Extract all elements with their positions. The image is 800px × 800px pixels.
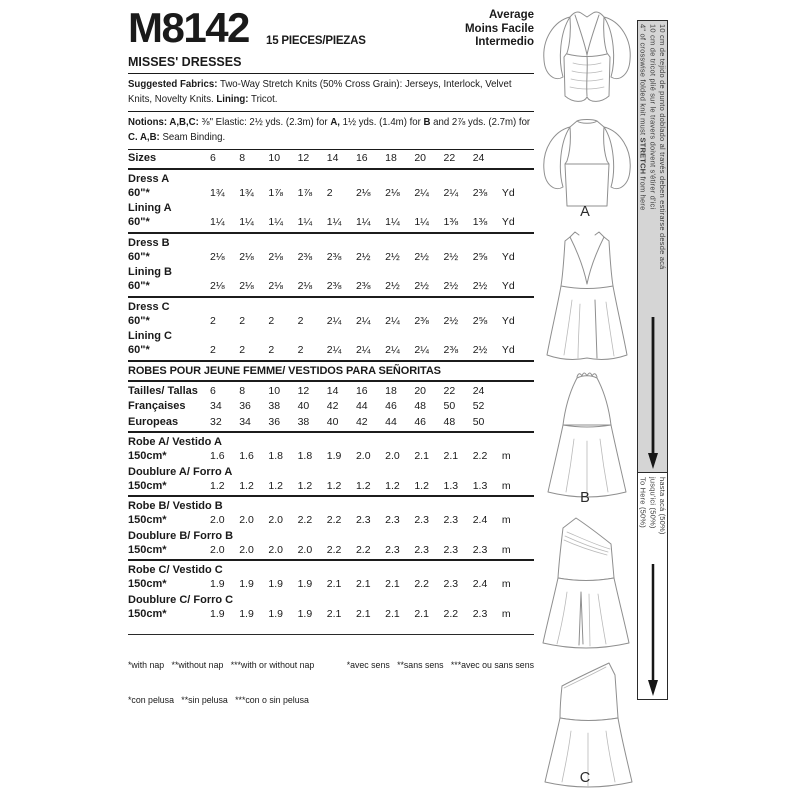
row-label: 60"* bbox=[128, 216, 150, 228]
stretch-gauge-top-text bbox=[638, 24, 667, 269]
dress-c-label: C bbox=[579, 770, 591, 786]
table-cell: 2.2 bbox=[326, 543, 342, 556]
table-cell: 2⅜ bbox=[297, 250, 313, 263]
table-cell: 2.1 bbox=[414, 607, 429, 620]
row-label: 150cm* bbox=[128, 607, 167, 620]
table-cell: 2.3 bbox=[414, 543, 429, 556]
table-cell: 2.0 bbox=[210, 543, 225, 556]
table-cell: 2.1 bbox=[326, 607, 342, 620]
table-cell: 2.0 bbox=[385, 450, 400, 462]
down-arrow-icon bbox=[647, 269, 659, 472]
row-label: 60"* bbox=[128, 314, 150, 327]
table-cell: 2.2 bbox=[443, 607, 459, 620]
suggested-fabrics-text bbox=[128, 77, 534, 107]
row-label: 60"* bbox=[128, 280, 150, 292]
unit-cell: m bbox=[501, 514, 511, 526]
table-cell: 1.9 bbox=[297, 607, 313, 620]
row-label: Doublure C/ Forro C bbox=[128, 593, 234, 606]
row-label: Robe C/ Vestido C bbox=[128, 564, 223, 576]
table-cell: 42 bbox=[326, 400, 339, 412]
text-segment: 10 cm de tricot plié sur le travers doivent s'étirer d'ici bbox=[648, 24, 658, 210]
unit-cell: m bbox=[501, 607, 511, 620]
table-cell: 2⅜ bbox=[326, 250, 342, 263]
table-cell: 2¼ bbox=[355, 314, 371, 327]
table-cell: 2½ bbox=[414, 250, 429, 263]
table-row bbox=[128, 449, 534, 465]
table-cell: 2.0 bbox=[268, 514, 283, 526]
table-cell: 2 bbox=[326, 186, 333, 199]
stretch-gauge-bottom-text bbox=[638, 477, 667, 535]
table-cell: 2.2 bbox=[414, 578, 429, 590]
table-cell: 1.9 bbox=[268, 607, 283, 620]
footnotes-right bbox=[347, 637, 534, 729]
table-cell: 1¼ bbox=[385, 216, 400, 228]
table-cell: 1.6 bbox=[210, 450, 225, 462]
table-cell: 1.8 bbox=[268, 450, 283, 462]
footnote-nap-en: *with nap **without nap ***with or without nap bbox=[128, 660, 315, 670]
table-cell: 1¼ bbox=[210, 216, 225, 228]
text-segment: Lining: bbox=[216, 93, 249, 105]
table-row bbox=[128, 607, 534, 623]
table-cell: 2.2 bbox=[472, 450, 488, 462]
unit-cell: Yd bbox=[501, 186, 515, 199]
table-cell: 2 bbox=[297, 344, 304, 356]
table-row bbox=[128, 577, 534, 593]
table-row bbox=[128, 399, 534, 415]
row-label: Robe A/ Vestido A bbox=[128, 436, 222, 448]
table-row bbox=[128, 343, 534, 362]
table-cell: 1.2 bbox=[239, 479, 254, 492]
table-cell: 2½ bbox=[472, 344, 488, 356]
table-cell: 2 bbox=[210, 344, 216, 356]
table-cell: 2⅛ bbox=[355, 186, 371, 199]
table-cell: 1¼ bbox=[268, 216, 283, 228]
gauge-tohere-es: hasta acá (50%) bbox=[657, 477, 667, 535]
table-cell: 52 bbox=[472, 400, 485, 412]
table-cell: 2.3 bbox=[414, 514, 429, 526]
table-cell: 2¼ bbox=[326, 314, 342, 327]
table-cell: 1.2 bbox=[385, 479, 400, 492]
row-label: 150cm* bbox=[128, 514, 167, 526]
text-segment: A, bbox=[330, 116, 340, 128]
table-row bbox=[128, 314, 534, 330]
row-label: Dress A bbox=[128, 172, 170, 185]
text-segment: and 2⅞ yds. (2.7m) for bbox=[430, 116, 531, 128]
table-cell: 2.3 bbox=[443, 578, 459, 590]
table-cell: 2.1 bbox=[443, 450, 459, 462]
table-cell: 20 bbox=[414, 152, 426, 164]
text-segment: Suggested Fabrics: bbox=[128, 78, 218, 90]
gauge-text-es bbox=[657, 24, 667, 269]
table-cell: 2⅜ bbox=[326, 280, 342, 292]
table-cell: 2.4 bbox=[472, 514, 488, 526]
table-cell: 1.2 bbox=[355, 479, 371, 492]
table-cell: 44 bbox=[355, 400, 368, 412]
table-cell: 12 bbox=[297, 152, 310, 164]
table-cell: 12 bbox=[297, 384, 310, 397]
table-cell: 2½ bbox=[385, 280, 400, 292]
table-cell: 16 bbox=[355, 152, 368, 164]
table-cell: 2.2 bbox=[297, 514, 313, 526]
row-label: Doublure A/ Forro A bbox=[128, 465, 233, 478]
table-cell: 22 bbox=[443, 152, 456, 164]
table-cell: 1.3 bbox=[472, 479, 488, 492]
row-label: Doublure B/ Forro B bbox=[128, 529, 234, 542]
table-cell: 2⅛ bbox=[210, 280, 225, 292]
table-cell: 1.9 bbox=[210, 607, 225, 620]
table-cell: 1¼ bbox=[414, 216, 429, 228]
table-cell: 2.2 bbox=[326, 514, 342, 526]
table-cell: 1⅜ bbox=[443, 216, 459, 228]
table-row bbox=[128, 499, 534, 513]
row-label: Lining A bbox=[128, 202, 172, 214]
table-cell: 1.2 bbox=[210, 479, 225, 492]
row-label: Dress B bbox=[128, 236, 170, 249]
table-cell: 48 bbox=[443, 415, 456, 428]
table-cell: 2.3 bbox=[355, 514, 371, 526]
table-cell: 50 bbox=[443, 400, 456, 412]
table-cell: 20 bbox=[414, 384, 426, 397]
table-cell: 2¼ bbox=[385, 344, 400, 356]
table-cell: 2.3 bbox=[385, 543, 400, 556]
row-label: Lining B bbox=[128, 266, 172, 278]
table-cell: 2 bbox=[239, 344, 246, 356]
table-cell: 24 bbox=[472, 152, 485, 164]
table-cell: 14 bbox=[326, 152, 339, 164]
text-segment: C. A,B: bbox=[128, 131, 160, 143]
table-cell: 2½ bbox=[443, 280, 459, 292]
table-cell: 2 bbox=[239, 314, 246, 327]
table-cell: 6 bbox=[210, 152, 216, 164]
table-cell: 2½ bbox=[443, 250, 459, 263]
table-row bbox=[128, 329, 534, 343]
table-cell: 2.2 bbox=[355, 543, 371, 556]
table-cell: 1⅞ bbox=[268, 186, 283, 199]
table-cell: 2½ bbox=[414, 280, 429, 292]
table-cell: 2 bbox=[297, 314, 304, 327]
table-cell: 1¼ bbox=[297, 216, 313, 228]
table-cell: 1.8 bbox=[297, 450, 313, 462]
table-cell: 1.9 bbox=[326, 450, 342, 462]
unit-cell: m bbox=[501, 450, 511, 462]
table-cell: 18 bbox=[385, 152, 397, 164]
text-segment: ⅜" Elastic: 2½ yds. (2.3m) for bbox=[198, 116, 331, 128]
table-row bbox=[128, 215, 534, 234]
table-cell: 2.1 bbox=[385, 578, 400, 590]
table-cell: 2½ bbox=[443, 314, 459, 327]
table-row bbox=[128, 186, 534, 202]
table-cell: 44 bbox=[385, 415, 397, 428]
table-cell: 1.2 bbox=[414, 479, 429, 492]
table-cell: 2¼ bbox=[443, 186, 459, 199]
down-arrow-icon bbox=[647, 535, 659, 699]
table-cell: 2⅝ bbox=[472, 314, 488, 327]
table-row bbox=[128, 593, 534, 607]
table-cell: 1⅜ bbox=[472, 216, 488, 228]
table-cell: 2.3 bbox=[472, 607, 488, 620]
pattern-number: M8142 bbox=[128, 4, 249, 51]
row-label: Europeas bbox=[128, 415, 179, 428]
table-cell: 2.0 bbox=[355, 450, 371, 462]
table-cell: 2.1 bbox=[414, 450, 429, 462]
table-cell: 22 bbox=[443, 384, 456, 397]
table-cell: 24 bbox=[472, 384, 485, 397]
table-cell: 38 bbox=[297, 415, 310, 428]
table-cell: 50 bbox=[472, 415, 485, 428]
table-cell: 48 bbox=[414, 400, 426, 412]
text-segment: 4" of crosswise folded knit must bbox=[638, 24, 648, 138]
difficulty-es: Intermedio bbox=[475, 36, 534, 48]
table-cell: 40 bbox=[326, 415, 339, 428]
dress-b-label: B bbox=[580, 490, 590, 506]
table-cell: 2¼ bbox=[385, 314, 400, 327]
row-label: 150cm* bbox=[128, 543, 167, 556]
table-cell: 18 bbox=[385, 384, 397, 397]
table-row bbox=[128, 300, 534, 314]
table-cell: 1.9 bbox=[297, 578, 313, 590]
table-cell: 2.1 bbox=[355, 578, 371, 590]
table-row bbox=[128, 479, 534, 498]
table-row bbox=[128, 265, 534, 279]
row-label: Robe B/ Vestido B bbox=[128, 500, 223, 512]
table-cell: 2⅛ bbox=[239, 250, 254, 263]
footnotes-left bbox=[128, 637, 314, 729]
table-cell: 2.0 bbox=[239, 543, 254, 556]
table-cell: 2⅝ bbox=[472, 250, 488, 263]
table-cell: 1.3 bbox=[443, 479, 459, 492]
difficulty-fr: Moins Facile bbox=[464, 22, 534, 35]
table-cell: 2.0 bbox=[297, 543, 313, 556]
text-segment: from here bbox=[638, 174, 648, 211]
table-cell: 2.1 bbox=[385, 607, 400, 620]
row-label: Françaises bbox=[128, 400, 186, 412]
table-cell: 14 bbox=[326, 384, 339, 397]
size-table bbox=[128, 151, 534, 622]
stretch-gauge-top bbox=[638, 21, 667, 473]
table-cell: 2.4 bbox=[472, 578, 488, 590]
table-cell: 2.3 bbox=[443, 514, 459, 526]
table-cell: 1¼ bbox=[326, 216, 342, 228]
text-segment: 10 cm de tejido de punto doblado al través deben estirarse desde acá bbox=[657, 24, 667, 270]
table-cell: 1¾ bbox=[239, 186, 254, 199]
footnote-nap-es: *con pelusa **sin pelusa ***con o sin pelusa bbox=[128, 694, 309, 705]
stretch-gauge-bottom bbox=[638, 473, 667, 699]
table-row bbox=[128, 465, 534, 479]
table-section-header: ROBES POUR JEUNE FEMME/ VESTIDOS PARA SEÑORITAS bbox=[128, 364, 534, 382]
text-segment: STRETCH bbox=[638, 137, 648, 175]
table-cell: 32 bbox=[210, 415, 222, 428]
table-cell: 2⅜ bbox=[472, 186, 488, 199]
table-cell: 1¾ bbox=[210, 186, 225, 199]
table-cell: 46 bbox=[385, 400, 397, 412]
text-segment: Seam Binding. bbox=[159, 131, 226, 143]
table-cell: 2⅛ bbox=[239, 280, 254, 292]
table-row bbox=[128, 563, 534, 577]
table-cell: 2¼ bbox=[414, 344, 429, 356]
footnote-sens-fr: *avec sens **sans sens ***avec ou sans sens bbox=[346, 660, 534, 670]
table-cell: 1.2 bbox=[297, 479, 313, 492]
unit-cell: Yd bbox=[501, 216, 515, 228]
table-cell: 2.3 bbox=[443, 543, 459, 556]
row-label: 150cm* bbox=[128, 479, 167, 492]
row-label: Lining C bbox=[128, 330, 172, 342]
row-label: 60"* bbox=[128, 186, 150, 199]
row-label: 60"* bbox=[128, 250, 150, 263]
table-cell: 36 bbox=[268, 415, 281, 428]
row-label: Dress C bbox=[128, 300, 170, 313]
main-content-column bbox=[128, 6, 534, 729]
row-label: 60"* bbox=[128, 344, 150, 356]
unit-cell: m bbox=[501, 578, 511, 590]
table-cell: 42 bbox=[355, 415, 368, 428]
table-row bbox=[128, 543, 534, 562]
table-cell: 40 bbox=[297, 400, 310, 412]
notions-text bbox=[128, 115, 534, 145]
table-cell: 2½ bbox=[355, 250, 371, 263]
row-label: 150cm* bbox=[128, 450, 167, 462]
gauge-text-fr bbox=[648, 24, 658, 269]
table-cell: 34 bbox=[210, 400, 222, 412]
footnote-divider bbox=[128, 634, 534, 635]
table-cell: 2⅛ bbox=[210, 250, 225, 263]
table-cell: 2½ bbox=[472, 280, 488, 292]
dress-b-illustration bbox=[522, 228, 652, 500]
table-cell: 1¼ bbox=[355, 216, 371, 228]
gauge-tohere-fr: jusqu'ici (50%) bbox=[648, 477, 658, 529]
table-row bbox=[128, 201, 534, 215]
table-cell: 2⅜ bbox=[443, 344, 459, 356]
unit-cell: m bbox=[501, 479, 511, 492]
table-row bbox=[128, 415, 534, 434]
table-cell: 1⅞ bbox=[297, 186, 313, 199]
table-cell: 1.6 bbox=[239, 450, 254, 462]
pieces-count: 15 PIECES/PIEZAS bbox=[266, 35, 366, 47]
table-cell: 1.9 bbox=[268, 578, 283, 590]
text-segment: 1½ yds. (1.4m) for bbox=[339, 116, 424, 128]
table-cell: 1.9 bbox=[239, 578, 254, 590]
table-cell: 2⅜ bbox=[414, 314, 429, 327]
table-cell: 2⅛ bbox=[297, 280, 313, 292]
suggested-fabrics bbox=[128, 74, 534, 112]
difficulty-en: Average bbox=[489, 9, 534, 21]
garment-category: MISSES' DRESSES bbox=[128, 55, 534, 74]
table-row bbox=[128, 250, 534, 266]
table-cell: 2⅜ bbox=[355, 280, 371, 292]
table-row bbox=[128, 513, 534, 529]
table-cell: 2 bbox=[268, 314, 275, 327]
unit-cell: Yd bbox=[501, 344, 515, 356]
gauge-tohere-en: To Here (50%) bbox=[638, 477, 648, 528]
table-cell: 2 bbox=[268, 344, 275, 356]
unit-cell: Yd bbox=[501, 250, 515, 263]
table-cell: 2¼ bbox=[326, 344, 342, 356]
table-cell: 2⅛ bbox=[268, 280, 283, 292]
table-cell: 2.0 bbox=[239, 514, 254, 526]
table-cell: 10 bbox=[268, 384, 281, 397]
table-cell: 2.3 bbox=[472, 543, 488, 556]
table-cell: 1¼ bbox=[239, 216, 254, 228]
table-cell: 2½ bbox=[385, 250, 400, 263]
table-row bbox=[128, 529, 534, 543]
table-cell: 1.2 bbox=[268, 479, 283, 492]
table-row bbox=[128, 172, 534, 186]
unit-cell: m bbox=[501, 543, 511, 556]
table-cell: 38 bbox=[268, 400, 281, 412]
table-cell: 16 bbox=[355, 384, 368, 397]
table-row bbox=[128, 435, 534, 449]
table-cell: 2⅛ bbox=[385, 186, 400, 199]
row-label: 150cm* bbox=[128, 578, 167, 590]
notions bbox=[128, 112, 534, 150]
text-segment: Two-Way Stretch Knits (50% Cross Grain): Jerseys, Interlock, Velvet Knits, Novelty Knits. bbox=[128, 78, 512, 105]
table-row bbox=[128, 384, 534, 400]
table-cell: 2⅛ bbox=[268, 250, 283, 263]
table-cell: 10 bbox=[268, 152, 281, 164]
footnotes bbox=[128, 637, 534, 729]
dress-a-label: A bbox=[580, 204, 590, 220]
unit-cell: Yd bbox=[501, 280, 515, 292]
table-cell: 2.3 bbox=[385, 514, 400, 526]
gauge-text-en bbox=[638, 24, 648, 269]
table-cell: 2.0 bbox=[210, 514, 225, 526]
table-cell: 36 bbox=[239, 400, 251, 412]
text-segment: Tricot. bbox=[248, 93, 278, 105]
row-label: Tailles/ Tallas bbox=[128, 384, 198, 397]
table-row bbox=[128, 151, 534, 170]
table-cell: 8 bbox=[239, 152, 246, 164]
table-cell: 6 bbox=[210, 384, 216, 397]
header bbox=[128, 6, 534, 52]
table-cell: 2¼ bbox=[355, 344, 371, 356]
dress-a-illustration bbox=[527, 4, 647, 216]
table-cell: 2¼ bbox=[414, 186, 429, 199]
table-row bbox=[128, 279, 534, 298]
unit-cell: Yd bbox=[501, 314, 515, 327]
table-cell: 1.2 bbox=[326, 479, 342, 492]
row-label: Sizes bbox=[128, 152, 157, 164]
table-cell: 8 bbox=[239, 384, 246, 397]
table-cell: 46 bbox=[414, 415, 426, 428]
text-segment: B bbox=[423, 116, 431, 128]
table-row bbox=[128, 236, 534, 250]
table-cell: 2 bbox=[210, 314, 216, 327]
table-cell: 2.1 bbox=[355, 607, 371, 620]
table-cell: 1.9 bbox=[210, 578, 225, 590]
text-segment: Notions: A,B,C: bbox=[128, 116, 199, 128]
table-cell: 1.9 bbox=[239, 607, 254, 620]
table-cell: 2.0 bbox=[268, 543, 283, 556]
table-cell: 2.1 bbox=[326, 578, 342, 590]
table-cell: 34 bbox=[239, 415, 251, 428]
stretch-gauge bbox=[637, 20, 668, 700]
difficulty-rating bbox=[465, 9, 534, 50]
